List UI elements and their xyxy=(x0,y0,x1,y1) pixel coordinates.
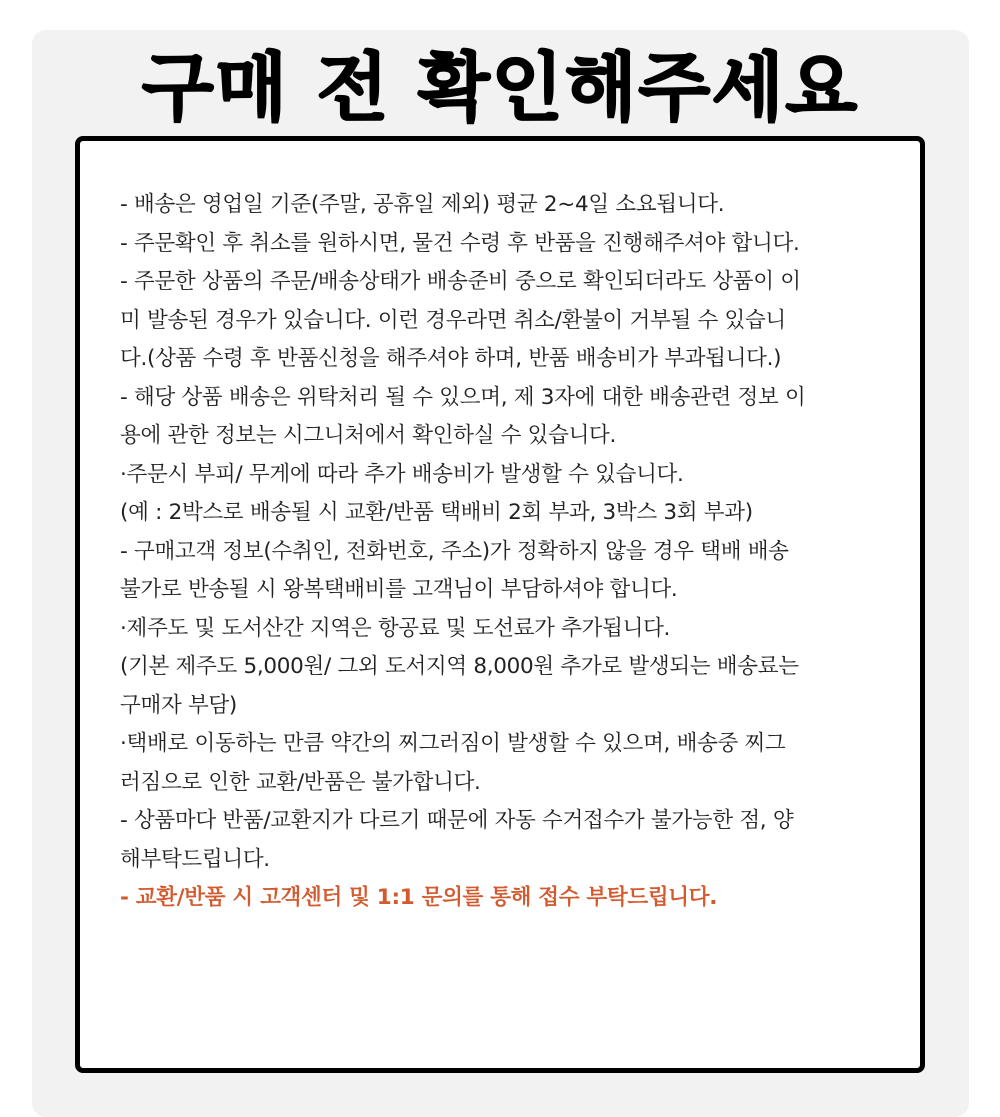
notice-line-dent-2: 러짐으로 인한 교환/반품은 불가합니다. xyxy=(120,769,481,795)
notice-line-already-shipped-2: 미 발송된 경우가 있습니다. 이런 경우라면 취소/환불이 거부될 수 있습니 xyxy=(120,307,786,333)
notice-line-customer-info-2: 불가로 반송될 시 왕복택배비를 고객님이 부담하셔야 합니다. xyxy=(120,577,678,602)
notice-line-cancel: - 주문확인 후 취소를 원하시면, 물건 수령 후 반품을 진행해주셔야 합니다. xyxy=(120,230,800,256)
notice-line-return-address-1: - 상품마다 반품/교환지가 다르기 때문에 자동 수거접수가 불가능한 점, 양 xyxy=(120,808,794,833)
notice-line-jeju-fee-1: (기본 제주도 5,000원/ 그외 도서지역 8,000원 추가로 발생되는 배송료는 xyxy=(120,654,799,679)
page-title: 구매 전 확인해주세요 xyxy=(142,45,859,131)
notice-line-jeju-fee-2: 구매자 부담) xyxy=(120,692,237,718)
notice-line-extra-fee: ·주문시 부피/ 무게에 따라 추가 배송비가 발생할 수 있습니다. xyxy=(120,461,684,487)
notice-box xyxy=(75,136,925,1073)
notice-line-already-shipped-1: - 주문한 상품의 주문/배송상태가 배송준비 중으로 확인되더라도 상품이 이 xyxy=(120,269,801,294)
notice-line-third-party-2: 용에 관한 정보는 시그니처에서 확인하실 수 있습니다. xyxy=(120,423,617,448)
notice-line-already-shipped-3: 다.(상품 수령 후 반품신청을 해주셔야 하며, 반품 배송비가 부과됩니다.) xyxy=(120,346,782,371)
notice-line-dent-1: ·택배로 이동하는 만큼 약간의 찌그러짐이 발생할 수 있으며, 배송중 찌그 xyxy=(120,731,786,756)
notice-line-customer-center: - 교환/반품 시 고객센터 및 1:1 문의를 통해 접수 부탁드립니다. xyxy=(120,885,718,910)
notice-line-shipping-days: - 배송은 영업일 기준(주말, 공휴일 제외) 평균 2~4일 소요됩니다. xyxy=(120,192,725,217)
notice-line-extra-fee-example: (예 : 2박스로 배송될 시 교환/반품 택배비 2회 부과, 3박스 3회 부과) xyxy=(120,500,753,525)
notice-line-return-address-2: 해부탁드립니다. xyxy=(120,846,270,872)
notice-line-customer-info-1: - 구매고객 정보(수취인, 전화번호, 주소)가 정확하지 않을 경우 택배 배송 xyxy=(120,538,789,564)
notice-line-jeju: ·제주도 및 도서산간 지역은 항공료 및 도선료가 추가됩니다. xyxy=(120,615,671,641)
notice-line-third-party-1: - 해당 상품 배송은 위탁처리 될 수 있으며, 제 3자에 대한 배송관련 정보 이 xyxy=(120,384,806,410)
